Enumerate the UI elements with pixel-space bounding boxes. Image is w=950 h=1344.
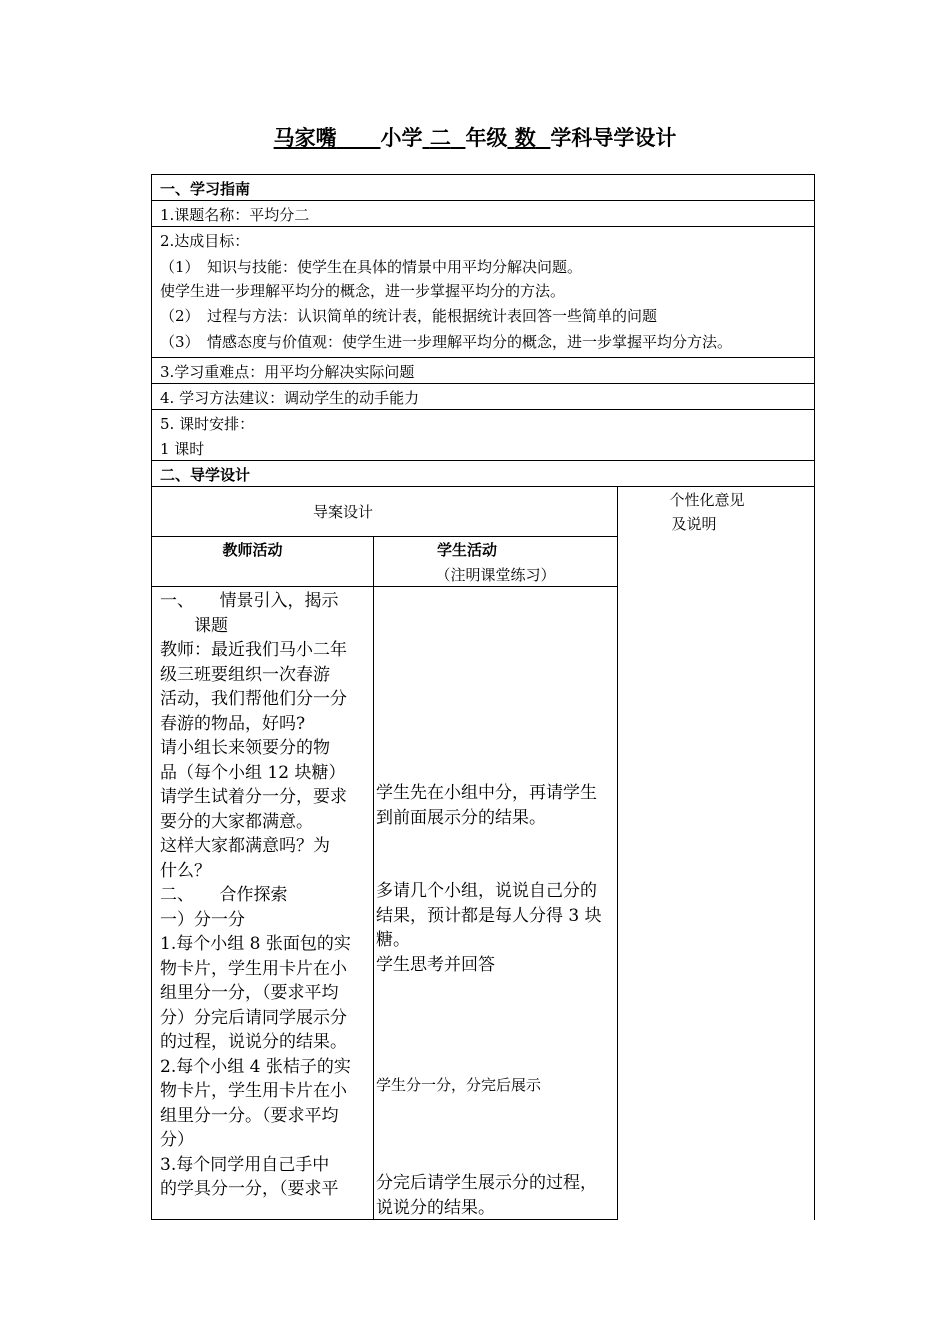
text-line: 学生分一分，分完后展示	[376, 1076, 542, 1094]
key-points-row	[151, 357, 815, 384]
student-activity-block	[376, 781, 616, 830]
text-line: 品（每个小组 12 块糖）	[160, 762, 346, 783]
method-row	[151, 383, 815, 410]
method-text: 4. 学习方法建议：调动学生的动手能力	[160, 389, 420, 407]
text-line: 3.每个同学用自己手中	[160, 1154, 330, 1175]
grid-line	[617, 486, 618, 1220]
goals-row	[151, 226, 815, 358]
grid-line	[151, 486, 152, 1220]
text-line: 活动，我们帮他们分一分	[160, 689, 347, 709]
title-grade-suffix: 年级	[465, 126, 508, 150]
goal-3: （3） 情感态度与价值观：使学生进一步理解平均分的概念，进一步掌握平均分方法。	[160, 333, 733, 351]
topic-text: 1.课题名称：平均分二	[160, 206, 310, 224]
text-line: 1.每个小组 8 张面包的实	[160, 934, 351, 954]
text-line: 请学生试着分一分，要求	[160, 787, 347, 807]
goal-1: （1） 知识与技能：使学生在具体的情景中用平均分解决问题。	[160, 258, 583, 276]
text-line: 组里分一分。（要求平均	[160, 1105, 339, 1126]
guide-heading-row	[151, 174, 815, 201]
text-line: 教师：最近我们马小二年	[160, 640, 347, 660]
col-student-header: 学生活动	[436, 541, 497, 559]
col-design-header: 导案设计	[312, 503, 373, 521]
design-heading: 二、导学设计	[160, 466, 251, 484]
teacher-activity	[160, 589, 370, 1202]
text-line: 结果，预计都是每人分得 3 块	[376, 905, 602, 926]
col-personal-header-1: 个性化意见	[669, 491, 745, 509]
goal-1-cont: 使学生进一步理解平均分的概念，进一步掌握平均分的方法。	[160, 282, 566, 300]
text-line: 说说分的结果。	[376, 1197, 495, 1218]
text-line: 物卡片，学生用卡片在小	[160, 958, 347, 979]
text-line: 分）	[160, 1130, 194, 1150]
col-teacher-header: 教师活动	[222, 541, 283, 559]
goal-2: （2） 过程与方法：认识简单的统计表，能根据统计表回答一些简单的问题	[160, 307, 658, 325]
text-line: 一）分一分	[160, 909, 245, 930]
text-line: 一、 情景引入，揭示	[160, 591, 339, 611]
grid-line	[814, 486, 815, 1220]
text-line: 2.每个小组 4 张桔子的实	[160, 1056, 351, 1077]
document-title	[0, 122, 950, 152]
text-line: 级三班要组织一次春游	[160, 664, 330, 685]
text-line: 组里分一分，（要求平均	[160, 983, 339, 1003]
student-activity-block	[376, 879, 616, 977]
col-personal-header-2: 及说明	[671, 515, 717, 533]
col-student-note: （注明课堂练习）	[435, 566, 556, 584]
text-line: 分完后请学生展示分的过程，	[376, 1173, 597, 1193]
title-school-suffix: 小学	[380, 126, 423, 150]
title-school: 马家嘴	[273, 126, 337, 150]
text-line: 的过程，说说分的结果。	[160, 1032, 347, 1052]
key-points-text: 3.学习重难点：用平均分解决实际问题	[160, 363, 415, 381]
text-line: 糖。	[376, 930, 410, 950]
text-line: 分）分完后请同学展示分	[160, 1007, 347, 1028]
schedule-value: 1 课时	[160, 440, 205, 458]
title-subject: 数	[514, 126, 536, 150]
text-line: 学生先在小组中分，再请学生	[376, 783, 597, 803]
grid-line	[151, 486, 815, 487]
schedule-label: 5. 课时安排：	[160, 415, 255, 433]
text-line: 二、 合作探索	[160, 885, 288, 905]
title-subject-suffix: 学科导学设计	[550, 126, 677, 150]
text-line: 要分的大家都满意。	[160, 811, 313, 832]
text-line: 的学具分一分，（要求平	[160, 1179, 339, 1199]
text-line: 春游的物品，好吗?	[160, 713, 306, 734]
text-line: 什么？	[160, 860, 211, 881]
text-line: 物卡片，学生用卡片在小	[160, 1081, 347, 1101]
student-activity-block	[376, 1171, 616, 1220]
text-line: 到前面展示分的结果。	[376, 807, 546, 828]
title-grade: 二	[429, 126, 451, 150]
grid-line	[373, 536, 374, 1220]
grid-line	[151, 536, 618, 537]
design-heading-row	[151, 460, 815, 487]
text-line: 学生思考并回答	[376, 954, 495, 975]
student-activity-block	[376, 1073, 616, 1098]
guide-heading: 一、学习指南	[160, 180, 251, 198]
text-line: 课题	[160, 615, 228, 636]
schedule-row	[151, 409, 815, 461]
goals-label: 2.达成目标：	[160, 232, 250, 250]
title-blank	[337, 126, 381, 150]
text-line: 请小组长来领要分的物	[160, 738, 330, 758]
text-line: 这样大家都满意吗？为	[160, 836, 330, 856]
text-line: 多请几个小组，说说自己分的	[376, 881, 597, 901]
topic-row	[151, 200, 815, 227]
